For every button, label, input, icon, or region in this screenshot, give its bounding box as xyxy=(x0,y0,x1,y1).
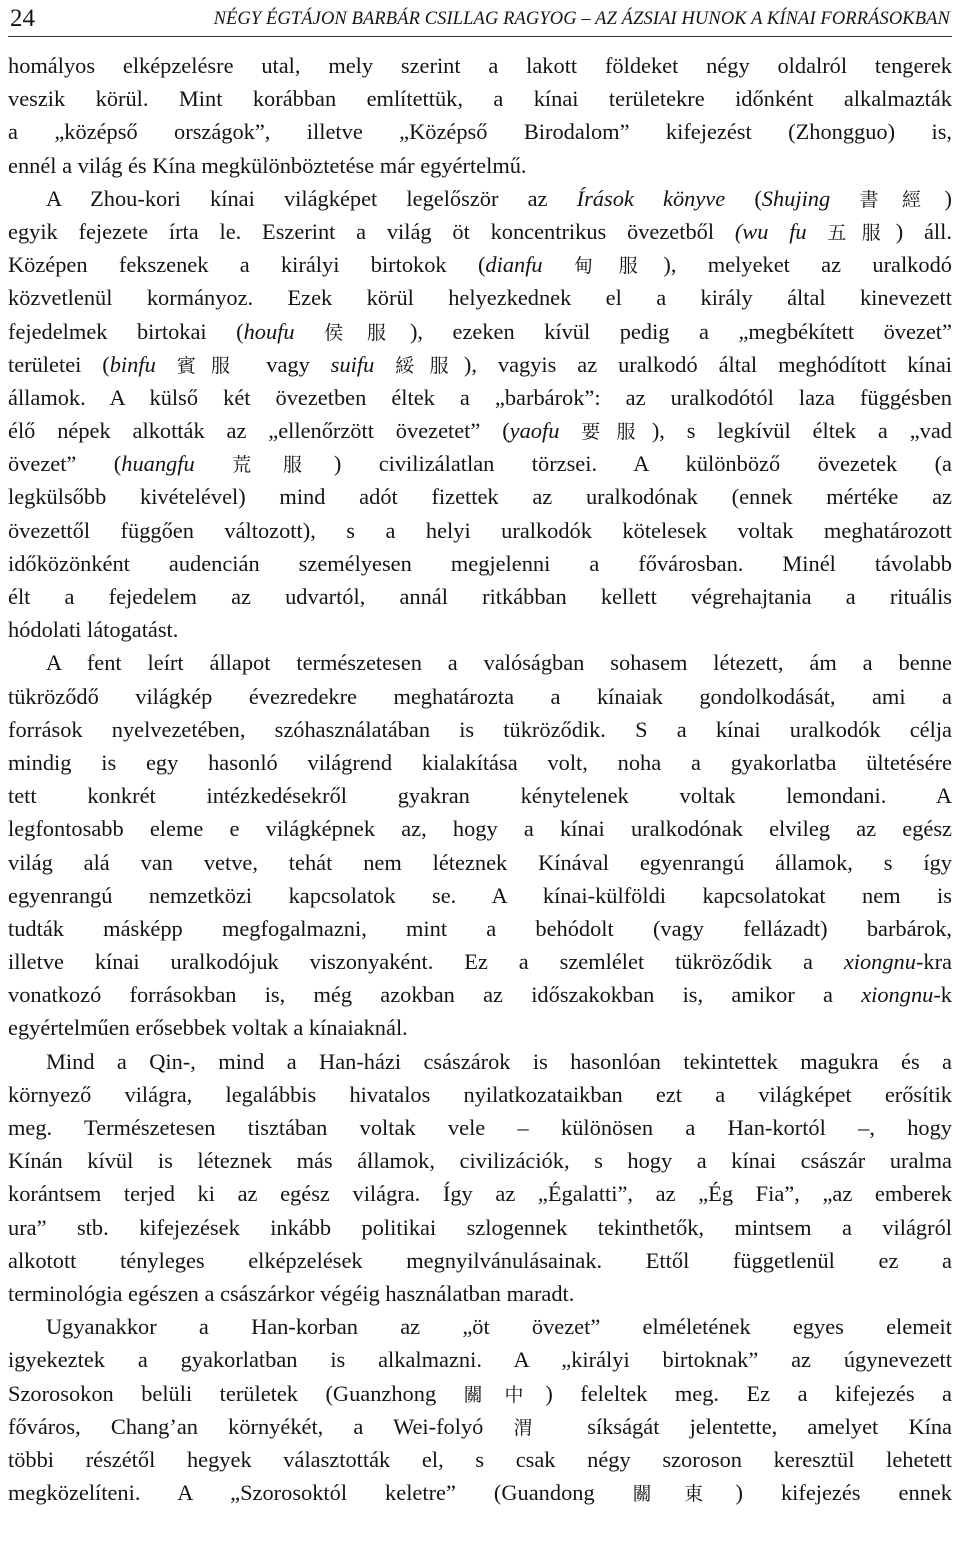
text-segment xyxy=(156,352,177,377)
italic-term: Írások könyve xyxy=(576,185,726,211)
text-line xyxy=(8,315,952,348)
text-segment: Mind a Qin-, mind a Han-házi császárok is hasonlóan tekintettek magukra és a xyxy=(46,1048,952,1074)
text-line xyxy=(8,1244,952,1277)
text-segment: Szorosokon belüli területek (Guanzhong xyxy=(8,1380,464,1406)
text-line xyxy=(8,978,952,1011)
text-segment xyxy=(807,219,828,244)
chinese-characters: 侯服 xyxy=(324,321,410,344)
text-segment xyxy=(295,319,325,344)
text-segment: legkülsőbb kivételével) mind adót fizettek az uralkodónak (ennek mértéke az xyxy=(8,484,952,510)
body-text xyxy=(8,49,952,1509)
text-line xyxy=(8,1277,952,1310)
text-line xyxy=(8,613,952,646)
text-segment: Középen fekszenek a királyi birtokok ( xyxy=(8,252,486,278)
text-line xyxy=(8,115,952,148)
text-line xyxy=(8,1310,952,1343)
text-segment: főváros, Chang’an környékét, a Wei-folyó xyxy=(8,1413,514,1439)
text-segment: ), s legkívül éltek a „vad xyxy=(651,418,952,444)
text-segment: területei ( xyxy=(8,351,110,377)
text-segment: illetve kínai uralkodójuk viszonyaként. Ez a szemlélet tükröződik a xyxy=(8,949,844,975)
italic-term: binfu xyxy=(109,351,156,377)
text-line xyxy=(8,812,952,845)
text-line xyxy=(8,680,952,713)
text-segment: korántsem terjed ki az egész világra. Így az „Égalatti”, az „Ég Fia”, „az emberek xyxy=(8,1181,952,1207)
text-segment: időközönként audencián személyesen megjelenni a fővárosban. Minél távolabb xyxy=(8,550,952,576)
text-segment: ) feleltek meg. Ez a kifejezés a xyxy=(545,1380,952,1406)
text-segment: környező világra, legalábbis hivatalos nyilatkozataikban ezt a világképet erősítik xyxy=(8,1081,952,1107)
text-segment: ) áll. xyxy=(895,218,952,244)
text-line xyxy=(8,580,952,613)
text-line xyxy=(8,281,952,314)
text-segment: ), vagyis az uralkodó által meghódított kínai xyxy=(463,351,952,377)
text-segment: megközelíteni. A „Szorosoktól keletre” (Guandong xyxy=(8,1480,633,1506)
text-line xyxy=(8,1144,952,1177)
text-segment: övezet” ( xyxy=(8,451,122,477)
text-segment: fejedelmek birtokai ( xyxy=(8,318,244,344)
text-line xyxy=(8,945,952,978)
text-segment: ), melyeket az uralkodó xyxy=(663,252,952,278)
text-line xyxy=(8,1111,952,1144)
text-line xyxy=(8,1410,952,1443)
italic-term: (wu fu xyxy=(734,218,807,244)
text-line xyxy=(8,1078,952,1111)
text-line xyxy=(8,480,952,513)
text-segment xyxy=(195,451,232,476)
text-segment: legfontosabb eleme e világképnek az, hogy a kínai uralkodónak elvileg az egész xyxy=(8,816,952,842)
italic-term: houfu xyxy=(243,318,295,344)
text-line xyxy=(8,646,952,679)
text-line xyxy=(8,1011,952,1044)
text-segment: homályos elképzelésre utal, mely szerint a lakott földeket négy oldalról tengerek xyxy=(8,53,952,78)
text-segment: egyenrangú nemzetközi kapcsolatok se. A kínai-külföldi kapcsolatokat nem is xyxy=(8,882,952,908)
text-line xyxy=(8,414,952,447)
text-segment: ( xyxy=(725,185,762,211)
text-line xyxy=(8,82,952,115)
text-segment: -k xyxy=(933,982,952,1008)
italic-term: yaofu xyxy=(509,418,560,444)
text-line xyxy=(8,1377,952,1410)
text-segment: vagy xyxy=(245,351,331,377)
text-segment: élt a fejedelem az udvartól, annál ritkábban kellett végrehajtania a rituális xyxy=(8,584,952,609)
text-segment: ) kifejezés ennek xyxy=(735,1480,952,1506)
chinese-characters: 甸服 xyxy=(573,255,664,278)
text-segment: ) civilizálatlan törzsei. A különböző övezetek (a xyxy=(333,451,952,477)
italic-term: dianfu xyxy=(485,252,543,278)
text-line xyxy=(8,912,952,945)
text-line xyxy=(8,514,952,547)
text-segment: meg. Természetesen tisztában voltak vele – különösen a Han-kortól –, hogy xyxy=(8,1115,952,1140)
italic-term: Shujing xyxy=(761,185,831,211)
text-line xyxy=(8,1211,952,1244)
text-segment: síkságát jelentette, amelyet Kína xyxy=(557,1413,952,1439)
text-line xyxy=(8,746,952,779)
text-segment: egyértelműen erősebbek voltak a kínaiaknál. xyxy=(8,1015,408,1041)
text-line xyxy=(8,547,952,580)
text-line xyxy=(8,49,952,82)
text-segment xyxy=(374,352,395,377)
text-segment: ) xyxy=(944,185,952,211)
text-segment xyxy=(830,186,859,211)
text-line xyxy=(8,1443,952,1476)
chinese-characters: 渭 xyxy=(513,1416,558,1439)
text-segment: egyik fejezete írta le. Eszerint a világ öt koncentrikus övezetből xyxy=(8,218,735,244)
chinese-characters: 關東 xyxy=(632,1483,736,1506)
text-line xyxy=(8,149,952,182)
chinese-characters: 綏服 xyxy=(395,354,464,377)
text-segment: tudták másképp megfogalmazni, mint a behódolt (vagy fellázadt) barbárok, xyxy=(8,915,952,941)
text-segment: övezettől függően változott), s a helyi uralkodók kötelesek voltak meghatározott xyxy=(8,517,952,543)
text-segment: A fent leírt állapot természetesen a valóságban sohasem létezett, ám a benne xyxy=(46,650,952,676)
text-segment: ), ezeken kívül pedig a „megbékített övezet” xyxy=(409,318,952,344)
text-segment: tett konkrét intézkedésekről gyakran kénytelenek voltak lemondani. A xyxy=(8,783,952,809)
page-header xyxy=(8,2,952,37)
text-line xyxy=(8,248,952,281)
text-line xyxy=(8,779,952,812)
text-segment: -kra xyxy=(915,949,952,975)
chinese-characters: 賓服 xyxy=(176,354,246,377)
italic-term: xiongnu xyxy=(843,949,916,975)
text-segment: Ugyanakkor a Han-korban az „öt övezet” elméletének egyes elemeit xyxy=(46,1314,952,1340)
text-line xyxy=(8,381,952,414)
text-segment xyxy=(559,418,581,443)
text-line xyxy=(8,348,952,381)
text-line xyxy=(8,447,952,480)
text-segment: források nyelvezetében, szóhasználatában is tükröződik. S a kínai uralkodók célja xyxy=(8,716,952,742)
italic-term: suifu xyxy=(330,351,375,377)
text-segment: államok. A külső két övezetben éltek a „barbárok”: az uralkodótól laza függésben xyxy=(8,384,952,410)
chinese-characters: 荒服 xyxy=(232,454,334,477)
text-segment: alkotott tényleges elképzelések megnyilvánulásainak. Ettől függetlenül ez a xyxy=(8,1247,952,1273)
page-number: 24 xyxy=(10,5,35,32)
text-segment: világ alá van vetve, tehát nem léteznek Kínával egyenrangú államok, s így xyxy=(8,849,952,875)
text-line xyxy=(8,1343,952,1376)
chinese-characters: 要服 xyxy=(581,421,652,444)
text-segment: hódolati látogatást. xyxy=(8,617,179,643)
text-segment: igyekeztek a gyakorlatban is alkalmazni. A „királyi birtoknak” az úgynevezett xyxy=(8,1347,952,1373)
text-segment: terminológia egészen a császárkor végéig használatban maradt. xyxy=(8,1280,575,1306)
italic-term: huangfu xyxy=(121,451,195,477)
text-line xyxy=(8,1177,952,1210)
text-segment: tükröződő világkép évezredekre meghatározta a kínaiak gondolkodását, ami a xyxy=(8,683,952,709)
text-line xyxy=(8,846,952,879)
text-segment: többi részétől hegyek választották el, s csak négy szoroson keresztül lehetett xyxy=(8,1446,952,1472)
chinese-characters: 書經 xyxy=(859,188,945,211)
text-line xyxy=(8,879,952,912)
text-segment: ennél a világ és Kína megkülönböztetése már egyértelmű. xyxy=(8,152,527,178)
text-segment xyxy=(543,252,574,277)
chinese-characters: 五服 xyxy=(827,221,896,244)
text-segment: veszik körül. Mint korábban említettük, a kínai területekre időnként alkalmazták xyxy=(8,86,952,112)
text-line xyxy=(8,1045,952,1078)
text-segment: vonatkozó forrásokban is, még azokban az időszakokban is, amikor a xyxy=(8,982,862,1008)
text-line xyxy=(8,713,952,746)
text-segment: közvetlenül kormányoz. Ezek körül helyezkednek el a király által kinevezett xyxy=(8,285,952,311)
text-segment: Kínán kívül is léteznek más államok, civilizációk, s hogy a kínai császár uralma xyxy=(8,1148,952,1174)
text-segment: A Zhou-kori kínai világképet legelőször az xyxy=(46,185,577,211)
text-segment: élő népek alkották az „ellenőrzött övezetet” ( xyxy=(8,418,510,444)
text-line xyxy=(8,182,952,215)
text-line xyxy=(8,215,952,248)
text-segment: mindig is egy hasonló világrend kialakítása volt, noha a gyakorlatba ültetésére xyxy=(8,749,952,775)
italic-term: xiongnu xyxy=(861,982,934,1008)
running-head: NÉGY ÉGTÁJON BARBÁR CSILLAG RAGYOG – AZ ÁZSIAI HUNOK A KÍNAI FORRÁSOKBAN xyxy=(213,9,950,29)
text-segment: ura” stb. kifejezések inkább politikai szlogennek tekinthetők, mintsem a világról xyxy=(8,1214,952,1240)
text-segment: a „középső országok”, illetve „Középső Birodalom” kifejezést (Zhongguo) is, xyxy=(8,119,952,145)
text-line xyxy=(8,1476,952,1509)
chinese-characters: 關中 xyxy=(463,1383,546,1406)
